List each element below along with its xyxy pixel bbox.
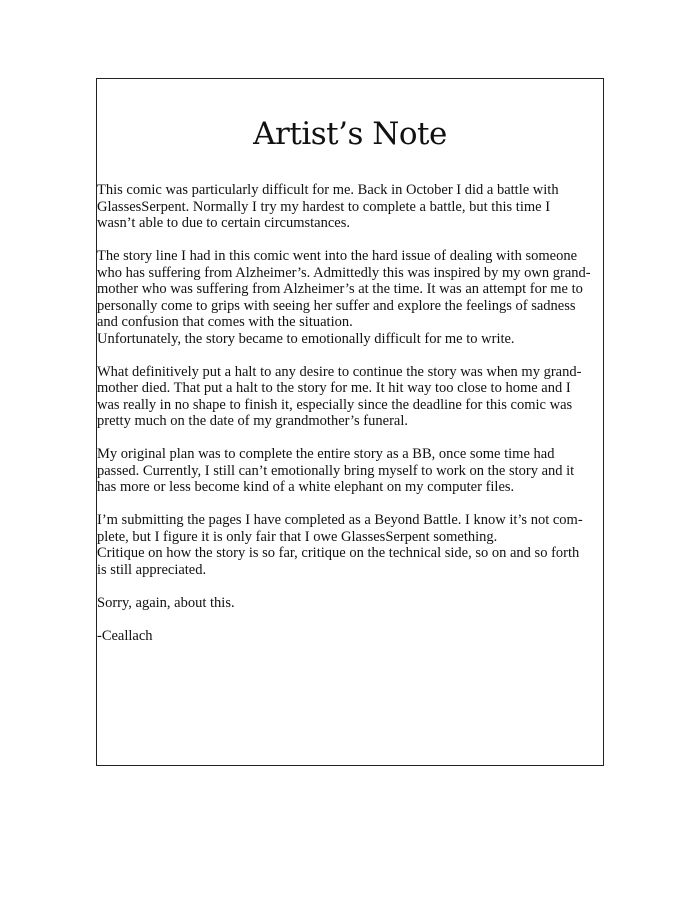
note-body <box>97 182 601 644</box>
text-line: Critique on how the story is so far, critique on the technical side, so on and so forth <box>97 545 580 561</box>
paragraph-spacer <box>97 578 601 595</box>
text-line: is still appreciated. <box>97 561 207 578</box>
page-title: Artist’s Note <box>253 116 447 152</box>
text-line: GlassesSerpent. Normally I try my hardest to complete a battle, but this time I <box>97 198 551 215</box>
text-line: Unfortunately, the story became to emotionally difficult for me to write. <box>97 330 515 347</box>
text-line: personally come to grips with seeing her suffer and explore the feelings of sadness <box>97 297 576 314</box>
text-line: mother died. That put a halt to the story for me. It hit way too close to home and I <box>97 380 571 396</box>
text-line: was really in no shape to finish it, especially since the deadline for this comic was <box>97 396 573 413</box>
text-line: passed. Currently, I still can’t emotionally bring myself to work on the story and it <box>97 462 575 479</box>
paragraph <box>97 446 601 496</box>
text-line: Sorry, again, about this. <box>97 594 235 611</box>
text-line: This comic was particularly difficult for me. Back in October I did a battle with <box>97 182 559 198</box>
paragraph <box>97 595 601 612</box>
text-line: My original plan was to complete the entire story as a BB, once some time had <box>97 446 555 462</box>
paragraph-spacer <box>97 232 601 249</box>
text-line: mother who was suffering from Alzheimer’s at the time. It was an attempt for me to <box>97 281 583 297</box>
text-line: What definitively put a halt to any desire to continue the story was when my grand- <box>97 363 582 380</box>
paragraph-spacer <box>97 347 601 364</box>
paragraph-spacer <box>97 611 601 628</box>
paragraph-spacer <box>97 496 601 513</box>
text-line: has more or less become kind of a white elephant on my computer files. <box>97 479 515 495</box>
text-line: pretty much on the date of my grandmother’s funeral. <box>97 413 408 429</box>
paragraph <box>97 628 601 645</box>
text-line: who has suffering from Alzheimer’s. Admittedly this was inspired by my own grand- <box>97 264 591 281</box>
text-line: and confusion that comes with the situation. <box>97 314 353 330</box>
text-line: plete, but I figure it is only fair that I owe GlassesSerpent something. <box>97 528 498 545</box>
text-line: The story line I had in this comic went into the hard issue of dealing with someone <box>97 248 578 264</box>
paragraph <box>97 248 601 347</box>
paragraph <box>97 182 601 232</box>
text-line: -Ceallach <box>97 627 153 644</box>
paragraph-spacer <box>97 430 601 447</box>
paragraph <box>97 512 601 578</box>
text-line: I’m submitting the pages I have completed as a Beyond Battle. I know it’s not com- <box>97 512 583 528</box>
text-line: wasn’t able to due to certain circumstances. <box>97 215 350 231</box>
paragraph <box>97 364 601 430</box>
note-frame <box>96 78 604 766</box>
